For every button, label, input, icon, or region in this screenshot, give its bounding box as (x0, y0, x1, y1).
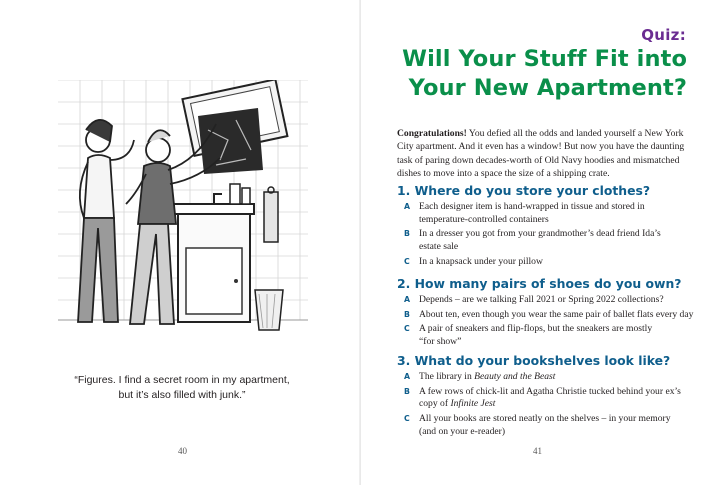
right-page (360, 0, 720, 485)
intro-line: City apartment. And it even has a window! But now you have the daunting (397, 141, 685, 153)
option-text: estate sale (419, 241, 459, 253)
answer-option-c (397, 323, 697, 348)
answer-option-b (397, 386, 697, 411)
question-heading: 1. Where do you store your clothes? (397, 183, 651, 198)
answer-option-a (397, 201, 697, 226)
option-letter: C (404, 324, 410, 334)
caption-line: but it’s also filled with junk.” (118, 389, 246, 401)
title-line: Your New Apartment? (408, 75, 687, 101)
option-text: A pair of sneakers and flip-flops, but the sneakers are mostly (419, 323, 653, 335)
option-letter: A (404, 372, 411, 381)
option-text: About ten, even though you wear the same pair of ballet flats every day (419, 308, 694, 320)
title-line: Will Your Stuff Fit into (402, 46, 687, 72)
answer-option-b (397, 228, 697, 253)
intro-line: task of paring down decades-worth of Old Navy hoodies and mismatched (397, 154, 680, 166)
quiz-label: Quiz: (641, 26, 686, 44)
question-3 (397, 353, 697, 441)
book-title: Infinite Jest (450, 398, 496, 410)
option-text: In a dresser you got from your grandmother’s dead friend Ida’s (419, 228, 661, 240)
option-text: Depends – are we talking Fall 2021 or Spring 2022 collections? (419, 294, 664, 305)
option-text: A few rows of chick-lit and Agatha Christie tucked behind your ex’s (419, 385, 681, 397)
option-text: “for show” (419, 336, 462, 348)
page-title (387, 45, 687, 103)
option-letter: C (404, 414, 410, 424)
answer-option-c (397, 256, 697, 269)
question-heading: 3. What do your bookshelves look like? (397, 353, 671, 368)
option-text: In a knapsack under your pillow (419, 255, 543, 267)
option-letter: B (404, 309, 410, 319)
question-2 (397, 276, 697, 351)
option-text: All your books are stored neatly on the shelves – in your memory (419, 413, 671, 425)
option-letter: C (404, 256, 410, 266)
option-letter: A (404, 295, 411, 304)
page-number: 41 (533, 446, 542, 456)
book-title: Beauty and the Beast (474, 371, 556, 382)
intro-line: You defied all the odds and landed yourself a New York (466, 128, 684, 139)
option-letter: B (404, 386, 410, 396)
option-text: copy of (419, 398, 451, 410)
answer-option-a (397, 294, 697, 307)
answer-option-a (397, 371, 697, 384)
cartoon-illustration (58, 80, 308, 356)
page-number: 40 (178, 446, 187, 456)
option-text: Each designer item is hand-wrapped in tissue and stored in (419, 201, 645, 212)
caption-line: “Figures. I find a secret room in my apartment, (74, 374, 290, 386)
option-letter: B (404, 229, 410, 239)
option-text: The library in (419, 371, 475, 382)
question-1 (397, 183, 697, 271)
illustration-caption (66, 373, 298, 403)
answer-option-b (397, 309, 697, 322)
question-heading: 2. How many pairs of shoes do you own? (397, 276, 682, 291)
answer-option-c (397, 413, 697, 438)
option-letter: A (404, 202, 411, 211)
option-text: temperature-controlled containers (419, 213, 549, 225)
option-text: (and on your e-reader) (419, 425, 506, 437)
intro-bold-lead: Congratulations! (397, 128, 467, 139)
intro-paragraph (397, 127, 693, 181)
intro-line: dishes to move into a space the size of a shipping crate. (397, 168, 610, 180)
